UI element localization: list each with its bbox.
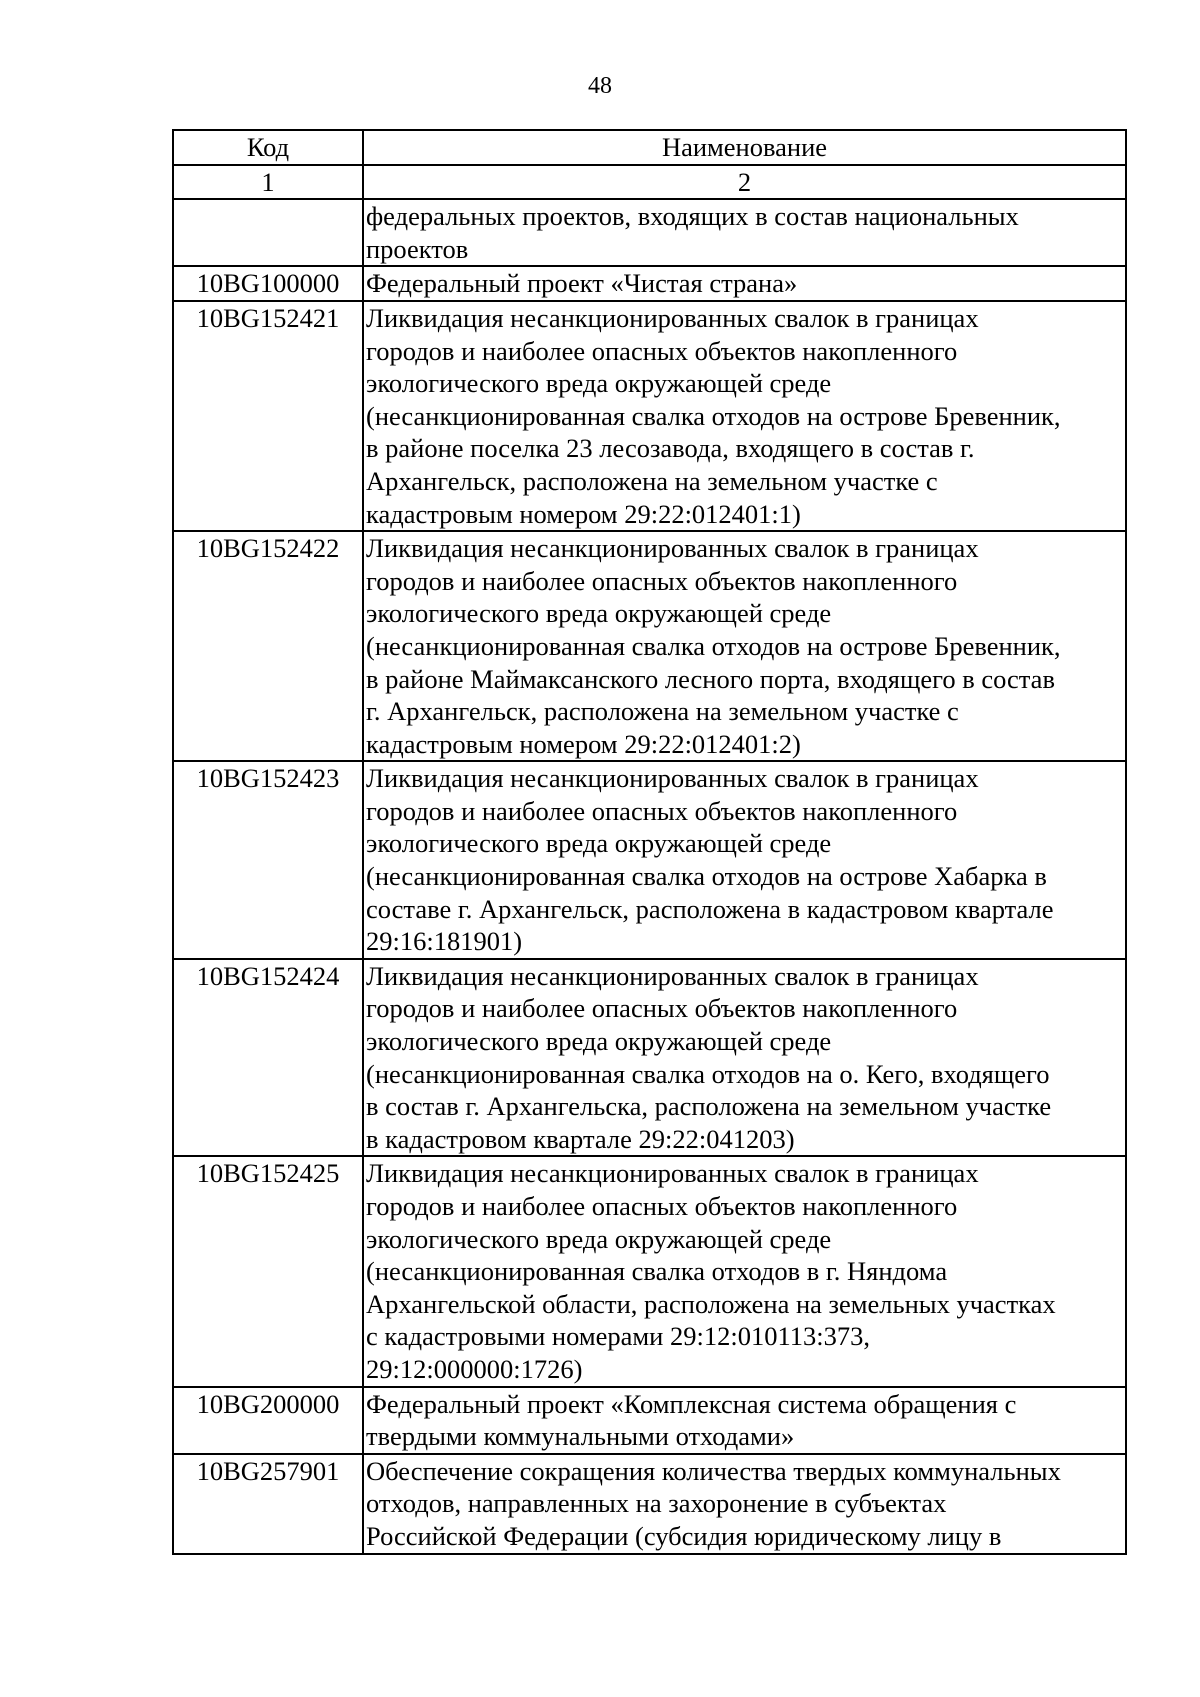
row-name-line: в кадастровом квартале 29:22:041203) (366, 1123, 795, 1154)
row-name-line: городов и наиболее опасных объектов накопленного (366, 795, 958, 826)
row-code (173, 199, 363, 266)
row-name-line: г. Архангельск, расположена на земельном участке с (366, 696, 959, 727)
table-row (173, 266, 1126, 301)
row-code: 10BG257901 (173, 1454, 363, 1554)
row-name-line: Федеральный проект «Комплексная система обращения с (366, 1388, 1017, 1419)
row-name-line: (несанкционированная свалка отходов на острове Хабарка в (366, 861, 1047, 892)
table-row (173, 199, 1126, 266)
table-row (173, 531, 1126, 761)
row-name (363, 1387, 1126, 1454)
table-row (173, 1387, 1126, 1454)
column-number-code: 1 (173, 165, 363, 200)
row-name (363, 531, 1126, 761)
row-name (363, 959, 1126, 1157)
row-name-line: 29:16:181901) (366, 926, 523, 957)
row-name-line: городов и наиболее опасных объектов накопленного (366, 993, 958, 1024)
row-name-line: Ликвидация несанкционированных свалок в границах (366, 302, 979, 333)
row-name-line: экологического вреда окружающей среде (366, 828, 832, 859)
row-name-line: твердыми коммунальными отходами» (366, 1421, 795, 1452)
budget-code-table (172, 129, 1127, 1555)
row-name-line: Обеспечение сокращения количества твердых коммунальных (366, 1455, 1061, 1486)
table-row (173, 1156, 1126, 1386)
table-body (173, 199, 1126, 1553)
row-name (363, 1156, 1126, 1386)
row-name-line: в районе поселка 23 лесозавода, входящего в состав г. (366, 433, 975, 464)
row-name-line: Ликвидация несанкционированных свалок в границах (366, 1158, 979, 1189)
row-name-line: Архангельск, расположена на земельном участке с (366, 465, 938, 496)
table-row (173, 1454, 1126, 1554)
table-row (173, 301, 1126, 531)
row-name (363, 301, 1126, 531)
column-numbering-row (173, 165, 1126, 200)
row-name-line: экологического вреда окружающей среде (366, 598, 832, 629)
row-name-line: Федеральный проект «Чистая страна» (366, 268, 798, 299)
row-name-line: Архангельской области, расположена на земельных участках (366, 1288, 1056, 1319)
row-name-line: городов и наиболее опасных объектов накопленного (366, 565, 958, 596)
row-name-line: экологического вреда окружающей среде (366, 368, 832, 399)
column-header-name: Наименование (363, 130, 1126, 165)
row-code: 10BG152421 (173, 301, 363, 531)
row-code: 10BG200000 (173, 1387, 363, 1454)
column-number-name: 2 (363, 165, 1126, 200)
row-name-line: отходов, направленных на захоронение в субъектах (366, 1488, 947, 1519)
row-name-line: (несанкционированная свалка отходов на о. Кего, входящего (366, 1058, 1050, 1089)
row-code: 10BG100000 (173, 266, 363, 301)
row-name-line: Российской Федерации (субсидия юридическому лицу в (366, 1520, 1002, 1551)
row-name-line: составе г. Архангельск, расположена в кадастровом квартале (366, 893, 1054, 924)
row-code: 10BG152424 (173, 959, 363, 1157)
row-name-line: (несанкционированная свалка отходов на острове Бревенник, (366, 630, 1061, 661)
row-name-line: с кадастровыми номерами 29:12:010113:373, (366, 1321, 870, 1352)
row-name (363, 266, 1126, 301)
row-name (363, 1454, 1126, 1554)
page-number: 48 (588, 73, 612, 99)
row-name-line: (несанкционированная свалка отходов на острове Бревенник, (366, 400, 1061, 431)
row-name (363, 761, 1126, 959)
row-name (363, 199, 1126, 266)
row-name-line: Ликвидация несанкционированных свалок в границах (366, 533, 979, 564)
row-name-line: экологического вреда окружающей среде (366, 1223, 832, 1254)
row-name-line: федеральных проектов, входящих в состав национальных (366, 201, 1019, 232)
row-code: 10BG152423 (173, 761, 363, 959)
row-name-line: в состав г. Архангельска, расположена на земельном участке (366, 1091, 1052, 1122)
column-header-code: Код (173, 130, 363, 165)
table-row (173, 959, 1126, 1157)
row-code: 10BG152422 (173, 531, 363, 761)
row-name-line: Ликвидация несанкционированных свалок в границах (366, 763, 979, 794)
row-name-line: 29:12:000000:1726) (366, 1353, 583, 1384)
row-name-line: кадастровым номером 29:22:012401:2) (366, 728, 801, 759)
row-name-line: (несанкционированная свалка отходов в г. Няндома (366, 1256, 948, 1287)
table-row (173, 761, 1126, 959)
row-name-line: городов и наиболее опасных объектов накопленного (366, 335, 958, 366)
row-name-line: экологического вреда окружающей среде (366, 1026, 832, 1057)
row-name-line: Ликвидация несанкционированных свалок в границах (366, 960, 979, 991)
row-name-line: городов и наиболее опасных объектов накопленного (366, 1191, 958, 1221)
row-name-line: в районе Маймаксанского лесного порта, входящего в состав (366, 663, 1055, 694)
row-name-line: проектов (366, 233, 469, 264)
table-header-row (173, 130, 1126, 165)
row-code: 10BG152425 (173, 1156, 363, 1386)
row-name-line: кадастровым номером 29:22:012401:1) (366, 498, 801, 529)
